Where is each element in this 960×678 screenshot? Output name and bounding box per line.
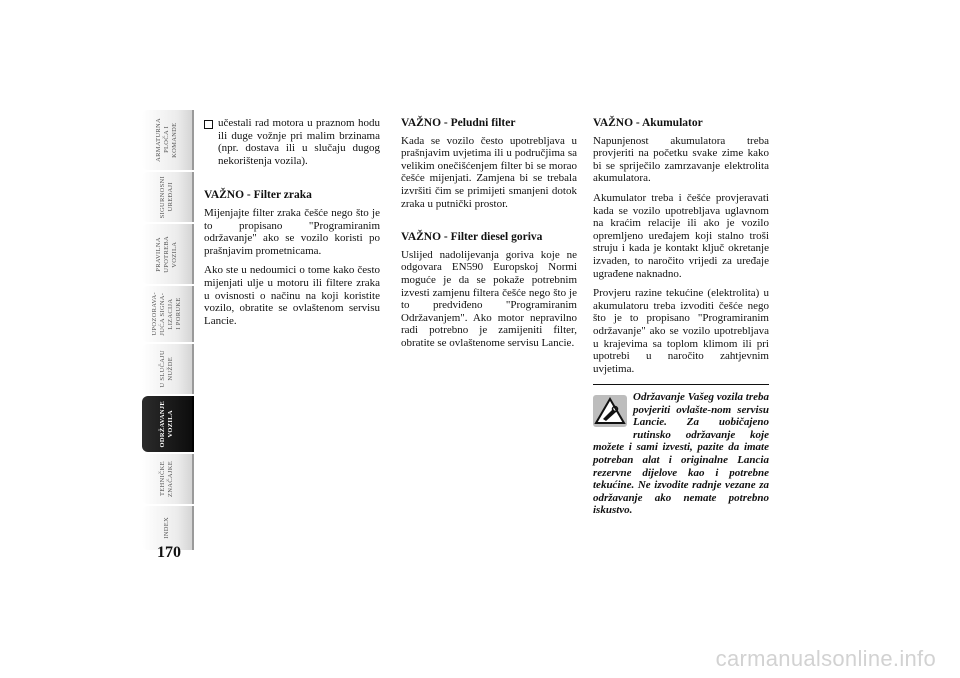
paragraph: Provjeru razine tekućine (elektrolita) u akumulatoru treba izvoditi češće nego što je to propisano "Programiranim održavanje" ako se vozilo upotrebljava u krajevima sa toplom klimom ili pri upotrebi u naročito zahtjevnim uvjetima.	[593, 287, 769, 375]
column-1	[204, 117, 380, 334]
paragraph: Uslijed nadolijevanja goriva koje ne odgovara EN590 Europskoj Normi moguće je da se pokaže potrebnim izvesti zamjenu filtera češće nego što je to predviđeno "Programiranim Održavanjem". Ako motor nepravilno radi potrebno je zamijeniti filter, obratite se ovlaštenome servisu Lancie.	[401, 248, 577, 349]
tab-safety-devices[interactable]: SIGURNOSNI UREĐAJI	[142, 172, 194, 222]
tab-emergency[interactable]: U SLUČAJU NUŽDE	[142, 344, 194, 394]
column-3	[593, 117, 769, 382]
tab-technical-data[interactable]: TEHNIČKE ZNAČAJKE	[142, 454, 194, 504]
heading-air-filter: VAŽNO - Filter zraka	[204, 189, 312, 202]
tab-warning-lights[interactable]: UPOZORAVA- JUĆA SIGNA- LIZACIJA I PORUKE	[142, 286, 194, 342]
checkbox-bullet-icon	[204, 120, 213, 129]
page-number: 170	[157, 544, 181, 561]
column-2	[401, 117, 577, 357]
paragraph: Mijenjajte filter zraka češće nego što je to propisano "Programiranim održavanje" ako se vozilo koristi po prašnjavim prometnicama.	[204, 206, 380, 257]
tab-maintenance[interactable]: ODRŽAVANJE VOZILA	[142, 396, 194, 452]
tab-correct-use[interactable]: PRAVILNA UPOTREBA VOZILA	[142, 224, 194, 284]
heading-diesel-filter: VAŽNO - Filter diesel goriva	[401, 231, 543, 244]
tab-index[interactable]: INDEX	[142, 506, 194, 550]
watermark: carmanualsonline.info	[715, 646, 936, 671]
list-item	[204, 117, 380, 167]
tab-instrument-panel[interactable]: ARMATURNA PLOČA I KOMANDE	[142, 110, 194, 170]
paragraph: Napunjenost akumulatora treba provjeriti na početku svake zime kako bi se spriječilo zamrzavanje elektrolita akumulatora.	[593, 134, 769, 185]
paragraph: Ako ste u nedoumici o tome kako često mijenjati ulje u motoru ili filtere zraka u ovisnosti o načinu na koji koristite vozilo, obratite se ovlaštenom servisu Lancie.	[204, 264, 380, 327]
heading-pollen-filter: VAŽNO - Peludni filter	[401, 117, 516, 129]
paragraph: Akumulator treba i češće provjeravati kada se vozilo upotrebljava uglavnom na kraćim relacije ili ako je vozilo opremljeno uređajem koji stalno troši struju i kada je kontakt ključ okretanje izvaden, to naročito vrijedi za uređaje ugrađene naknadno.	[593, 191, 769, 280]
warning-triangle-icon	[593, 395, 627, 427]
notice-text: Održavanje Vašeg vozila treba povjeriti ovlašte-nom servisu Lancie. Za uobičajeno rutinsko održavanje koje možete i sami izvesti, pazite da imate potreban alat i originalne Lancia rezervne dijelove kao i potrebne tekućine. Ne izvodite radnje vezane za održavanje ako nemate potrebno iskustvo.	[593, 391, 769, 517]
heading-battery: VAŽNO - Akumulator	[593, 117, 703, 129]
paragraph: Kada se vozilo često upotrebljava u prašnjavim uvjetima ili u područjima sa velikim onečišćenjem filter bi se morao češće mijenjati. Zamjena bi se trebala izvršiti čim se primijeti smanjeni dotok zraka u putnički prostor.	[401, 134, 577, 210]
bullet-text: učestali rad motora u praznom hodu ili duge vožnje pri malim brzinama (npr. dostava ili u slučaju dugog nekorištenja vozila).	[218, 117, 380, 167]
maintenance-notice	[593, 384, 769, 517]
